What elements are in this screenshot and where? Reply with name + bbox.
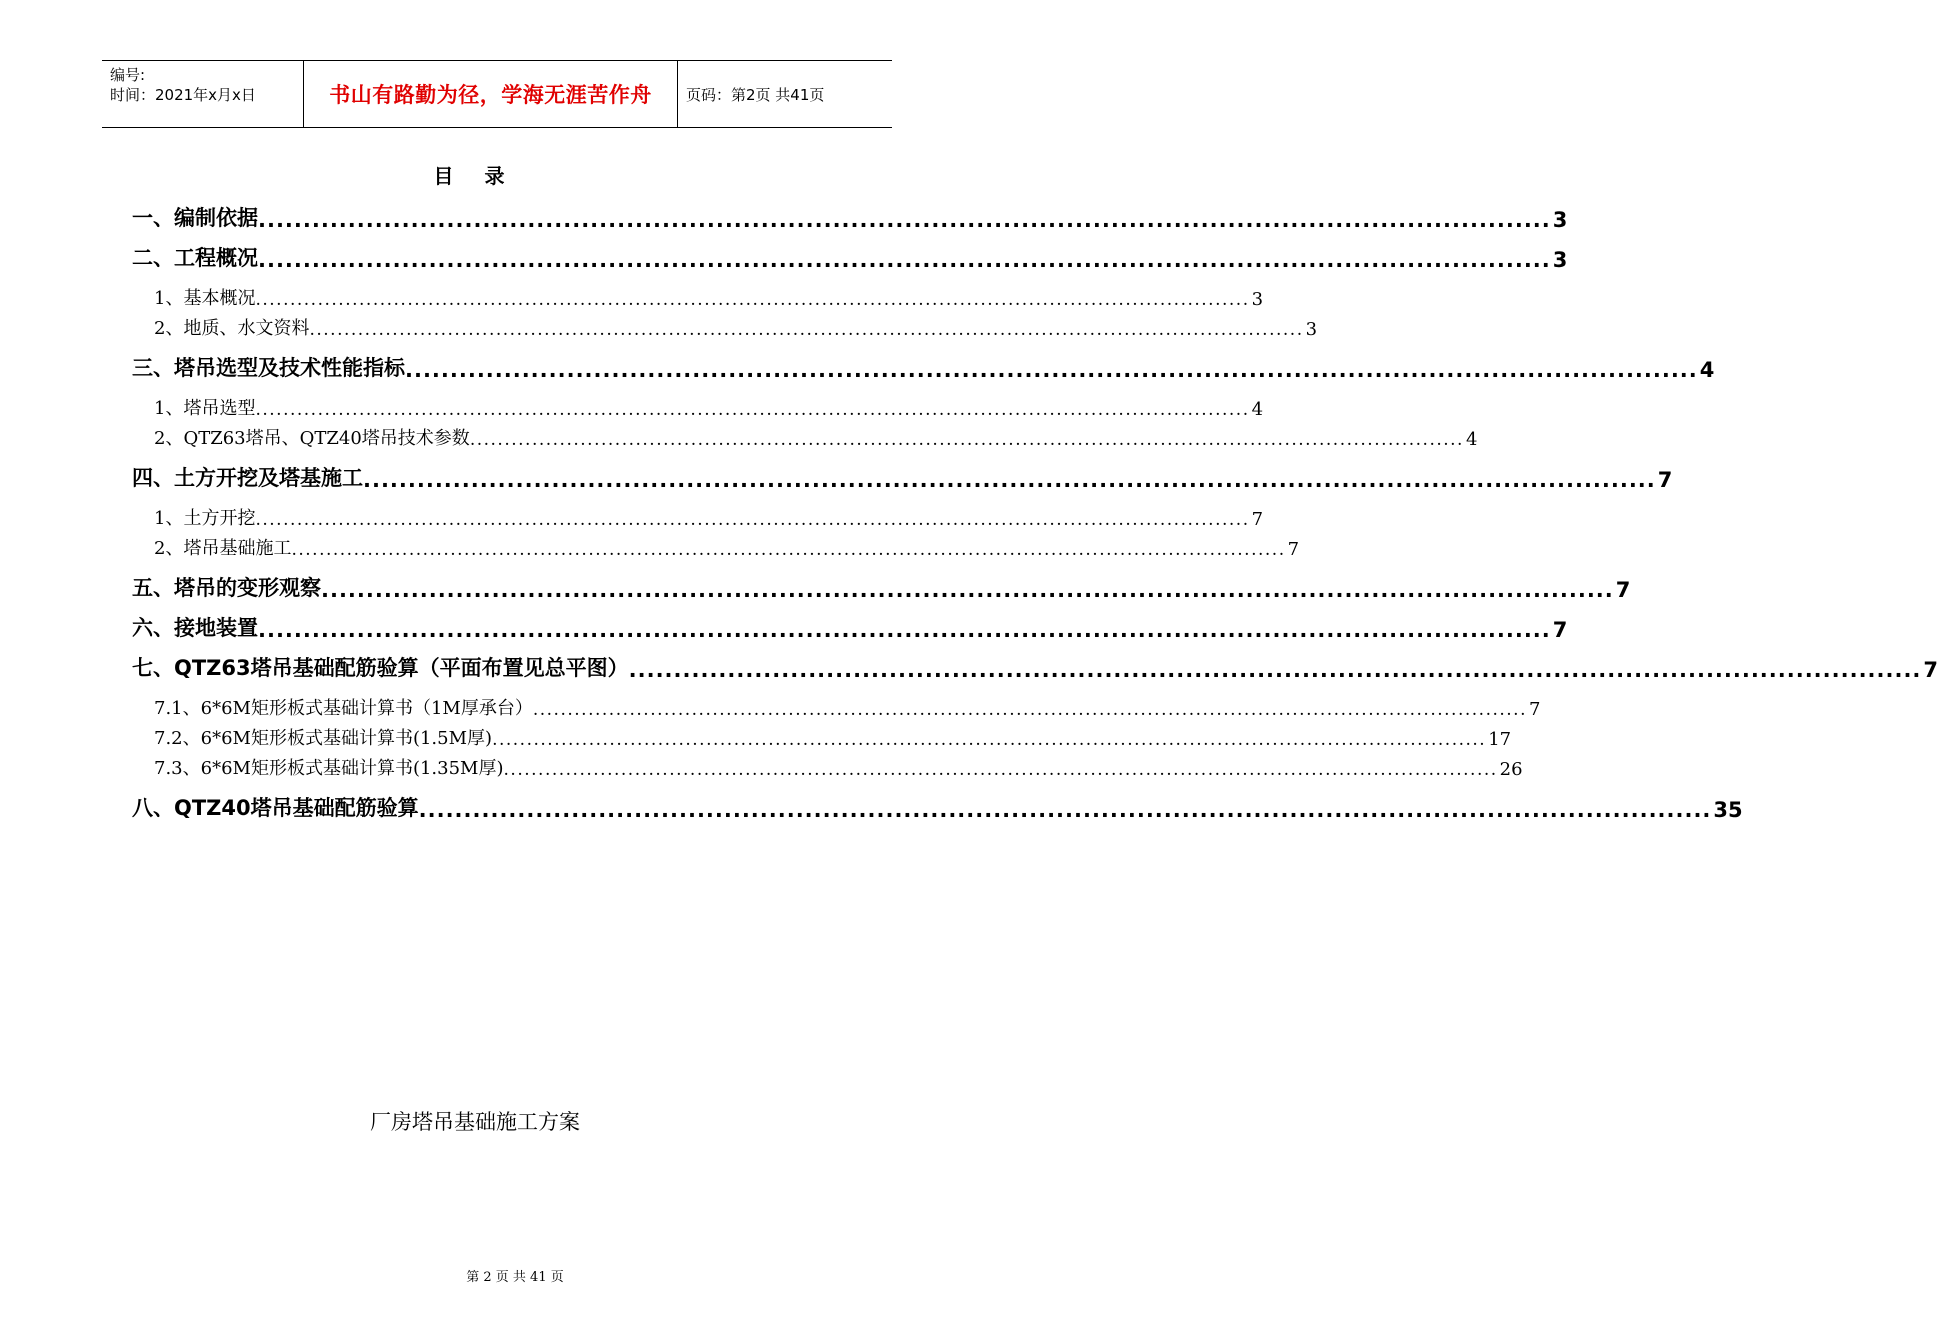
- toc-entry-text: 1、基本概况: [154, 288, 256, 309]
- toc-entry-page: 35: [1713, 798, 1743, 822]
- toc-entry[interactable]: [132, 462, 1673, 492]
- toc-leader-dots: ................................................................................................................................................: [258, 248, 1551, 272]
- toc-entry[interactable]: [154, 394, 1264, 420]
- toc-entry[interactable]: [154, 284, 1264, 310]
- toc-leader-dots: ................................................................................................................................................: [405, 358, 1698, 382]
- toc-entry-page: 3: [1552, 248, 1568, 272]
- toc-entry[interactable]: [132, 202, 1568, 232]
- page-header: [102, 60, 892, 128]
- toc-entry-text: 2、QTZ63塔吊、QTZ40塔吊技术参数: [154, 428, 470, 449]
- toc-entry-text: 7.3、6*6M矩形板式基础计算书(1.35M厚): [154, 758, 504, 779]
- toc-entry[interactable]: [154, 424, 1478, 450]
- toc-entry-text: 1、塔吊选型: [154, 398, 256, 419]
- toc-title: 目 录: [433, 164, 517, 188]
- toc-entry-page: 7: [1529, 699, 1541, 720]
- toc-entry-page: 3: [1251, 289, 1264, 310]
- toc-entry[interactable]: [132, 572, 1631, 602]
- header-meta: [102, 61, 304, 127]
- toc-entry[interactable]: [132, 352, 1715, 382]
- toc-entry[interactable]: [132, 242, 1568, 272]
- toc-entry-text: 1、土方开挖: [154, 508, 256, 529]
- toc-entry-page: 4: [1465, 429, 1478, 450]
- toc-entry[interactable]: [132, 612, 1568, 642]
- toc-entry-text: 7.1、6*6M矩形板式基础计算书（1M厚承台）: [154, 698, 533, 719]
- page-footer: 第 2 页 共 41 页: [466, 1270, 564, 1285]
- toc-entry-page: 3: [1305, 319, 1318, 340]
- toc-entry-text: 2、塔吊基础施工: [154, 538, 292, 559]
- toc-entry-page: 26: [1499, 759, 1523, 780]
- toc-entry-page: 7: [1923, 658, 1938, 682]
- toc-leader-dots: ................................................................................................................................................: [469, 430, 1464, 450]
- toc-entry-text: 2、地质、水文资料: [154, 318, 310, 339]
- toc-leader-dots: ................................................................................................................................................: [309, 320, 1304, 340]
- toc-leader-dots: ................................................................................................................................................: [363, 468, 1656, 492]
- toc-leader-dots: ................................................................................................................................................: [255, 290, 1250, 310]
- toc-entry[interactable]: [154, 314, 1318, 340]
- toc-entry-page: 4: [1251, 399, 1264, 420]
- toc-leader-dots: ................................................................................................................................................: [258, 208, 1551, 232]
- toc-leader-dots: ................................................................................................................................................: [291, 540, 1286, 560]
- toc-entry-text: 八、QTZ40塔吊基础配筋验算: [132, 796, 419, 820]
- toc-entry-page: 7: [1552, 618, 1568, 642]
- toc-leader-dots: ................................................................................................................................................: [532, 700, 1527, 720]
- header-page-info: 页码：第2页 共41页: [686, 85, 825, 104]
- toc-entry-page: 17: [1488, 729, 1512, 750]
- toc-entry-page: 7: [1657, 468, 1673, 492]
- toc-entry[interactable]: [154, 724, 1512, 750]
- toc-entry-text: 七、QTZ63塔吊基础配筋验算（平面布置见总平图）: [132, 656, 629, 680]
- toc-leader-dots: ................................................................................................................................................: [255, 510, 1250, 530]
- toc-leader-dots: ................................................................................................................................................: [321, 578, 1614, 602]
- toc-entry[interactable]: [154, 504, 1264, 530]
- toc-entry-page: 7: [1287, 539, 1300, 560]
- toc-entry-page: 4: [1699, 358, 1715, 382]
- toc-entry-page: 7: [1251, 509, 1264, 530]
- toc-leader-dots: ................................................................................................................................................: [418, 798, 1712, 822]
- toc-entry-text: 五、塔吊的变形观察: [132, 576, 321, 600]
- toc-entry[interactable]: [132, 652, 1938, 682]
- toc-entry[interactable]: [154, 754, 1523, 780]
- serial-label: 编号:: [110, 66, 146, 84]
- toc-entry-page: 7: [1615, 578, 1631, 602]
- toc-entry-page: 3: [1552, 208, 1568, 232]
- toc-leader-dots: ................................................................................................................................................: [258, 618, 1551, 642]
- toc-entry-text: 三、塔吊选型及技术性能指标: [132, 356, 405, 380]
- toc-entry[interactable]: [154, 694, 1541, 720]
- toc-entry[interactable]: [132, 792, 1743, 822]
- toc-entry-text: 一、编制依据: [132, 206, 258, 230]
- toc-entry-text: 四、土方开挖及塔基施工: [132, 466, 363, 490]
- toc-leader-dots: ................................................................................................................................................: [503, 760, 1498, 780]
- header-motto: 书山有路勤为径，学海无涯苦作舟: [304, 61, 678, 127]
- toc-entry[interactable]: [154, 534, 1300, 560]
- toc-entry-text: 二、工程概况: [132, 246, 258, 270]
- toc-leader-dots: ................................................................................................................................................: [492, 730, 1487, 750]
- toc-entry-text: 六、接地装置: [132, 616, 258, 640]
- toc-entry-text: 7.2、6*6M矩形板式基础计算书(1.5M厚): [154, 728, 493, 749]
- toc-leader-dots: ................................................................................................................................................: [255, 400, 1250, 420]
- document-title: 厂房塔吊基础施工方案: [370, 1110, 580, 1134]
- time-label: 时间：2021年x月x日: [110, 86, 256, 104]
- toc-leader-dots: ................................................................................................................................................: [628, 658, 1922, 682]
